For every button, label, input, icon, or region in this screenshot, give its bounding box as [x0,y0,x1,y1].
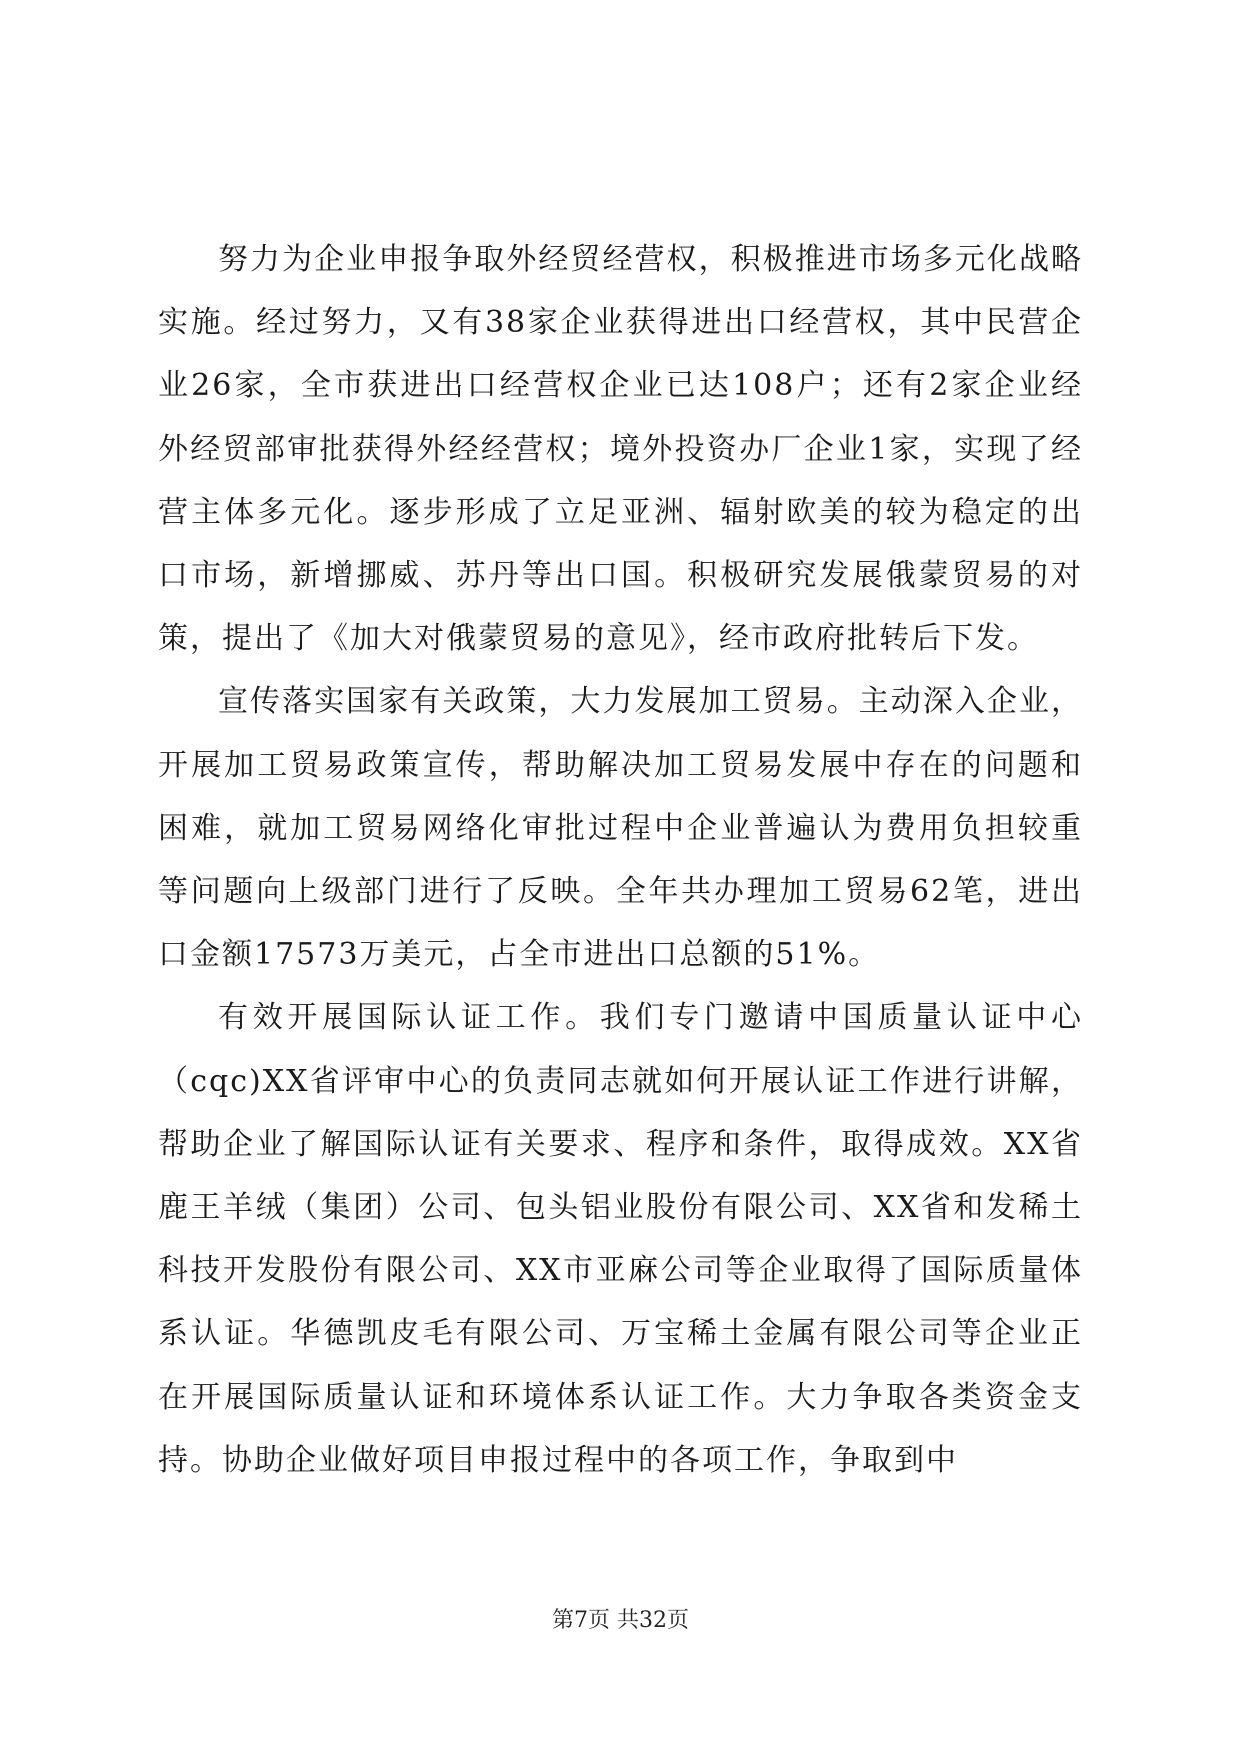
page-number-footer: 第7页 共32页 [552,1608,689,1633]
paragraph-processing-trade: 宣传落实国家有关政策，大力发展加工贸易。主动深入企业，开展加工贸易政策宣传，帮助解决加工贸易发展中存在的问题和困难，就加工贸易网络化审批过程中企业普遍认为费用负担较重等问题向上级部门进行了反映。全年共办理加工贸易62笔，进出口金额17573万美元，占全市进出口总额的51%。 [158,684,1083,973]
paragraph-foreign-trade-rights: 努力为企业申报争取外经贸经营权，积极推进市场多元化战略实施。经过努力，又有38家企业获得进出口经营权，其中民营企业26家，全市获进出口经营权企业已达108户；还有2家企业经外经贸部审批获得外经经营权；境外投资办厂企业1家，实现了经营主体多元化。逐步形成了立足亚洲、辐射欧美的较为稳定的出口市场，新增挪威、苏丹等出口国。积极研究发展俄蒙贸易的对策，提出了《加大对俄蒙贸易的意见》，经市政府批转后下发。 [158,242,1083,657]
paragraph-international-certification: 有效开展国际认证工作。我们专门邀请中国质量认证中心（cqc)XX省评审中心的负责同志就如何开展认证工作进行讲解，帮助企业了解国际认证有关要求、程序和条件，取得成效。XX省鹿王羊绒（集团）公司、包头铝业股份有限公司、XX省和发稀土科技开发股份有限公司、XX市亚麻公司等企业取得了国际质量体系认证。华德凯皮毛有限公司、万宝稀土金属有限公司等企业正在开展国际质量认证和环境体系认证工作。大力争取各类资金支持。协助企业做好项目申报过程中的各项工作，争取到中 [158,1000,1083,1478]
document-body [158,228,1083,1492]
